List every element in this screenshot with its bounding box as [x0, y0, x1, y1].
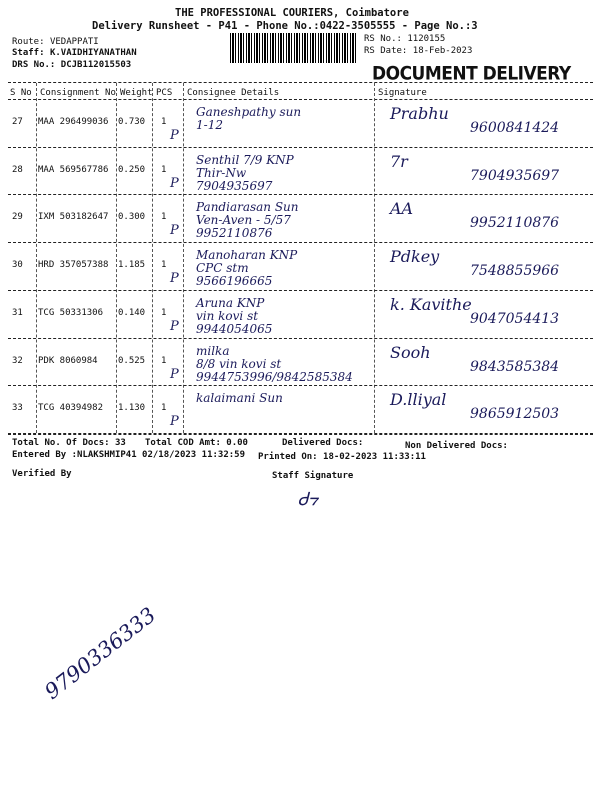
table-header-rule [8, 99, 593, 100]
route-value: VEDAPPATI [49, 37, 99, 47]
row-signature: Sooh [390, 342, 431, 362]
row-consignment: MAA 296499036 [38, 117, 109, 127]
row-sno: 29 [12, 212, 23, 223]
row-phone: 9865912503 [470, 406, 560, 423]
rs-date-value: 18-Feb-2023 [412, 46, 473, 56]
row-consignee-detail: milka [196, 343, 230, 358]
row-consignee-detail: Aruna KNP [196, 295, 265, 310]
row-pcs: 1 [161, 403, 167, 414]
company-name: THE PROFESSIONAL COURIERS, Coimbatore [175, 7, 409, 19]
row-consignee-detail: 7904935697 [196, 178, 273, 193]
row-divider [8, 242, 593, 243]
row-divider [8, 147, 593, 148]
entered-by: Entered By :NLAKSHMIP41 02/18/2023 11:32:59 [12, 450, 245, 460]
table-top-rule [8, 82, 593, 83]
row-divider [8, 194, 593, 195]
row-mark: P [170, 366, 179, 382]
row-consignee-detail: Ganeshpathy sun [196, 105, 302, 119]
row-consignee-detail: Thir-Nw [196, 165, 247, 180]
rs-date-label: RS Date: [364, 46, 408, 56]
row-consignee-detail: 1-12 [196, 118, 223, 132]
row-consignee-detail: kalaimani Sun [196, 391, 283, 406]
row-consignee-detail: 9952110876 [196, 226, 273, 241]
col-divider [116, 83, 117, 433]
row-consignment: HRD 357057388 [38, 260, 109, 271]
col-consignment: Consignment No [40, 88, 116, 98]
row-consignee-detail: Ven-Aven - 5/57 [196, 213, 291, 228]
row-mark: P [170, 271, 179, 287]
row-mark: P [170, 128, 179, 143]
runsheet-line: Delivery Runsheet - P41 - Phone No.:0422-3505555 - Page No.:3 [92, 20, 478, 32]
drs-row [12, 60, 131, 70]
row-consignee-detail: Manoharan KNP [196, 248, 298, 263]
row-weight: 0.250 [118, 164, 146, 175]
row-phone: 9952110876 [470, 215, 560, 232]
row-signature: AA [390, 199, 414, 219]
row-consignee-detail: 9566196665 [196, 274, 273, 289]
document-delivery-stamp: DOCUMENT DELIVERY [372, 63, 571, 85]
row-weight: 0.300 [118, 212, 146, 223]
drs-label: DRS No.: [12, 60, 56, 70]
non-delivered-docs: Non Delivered Docs: [405, 441, 508, 451]
row-signature: D.lliyal [390, 390, 447, 410]
row-weight: 0.730 [118, 117, 146, 127]
row-phone: 9047054413 [470, 310, 560, 327]
row-pcs: 1 [161, 117, 167, 127]
row-consignee-detail: vin kovi st [196, 308, 259, 323]
row-pcs: 1 [161, 164, 167, 175]
row-consignee-detail: 9944753996/9842585384 [196, 369, 353, 384]
row-mark: P [170, 414, 179, 430]
col-divider [152, 83, 153, 433]
row-phone: 7548855966 [470, 263, 560, 280]
row-divider [8, 290, 593, 291]
row-signature: Pdkey [390, 247, 440, 267]
row-consignment: TCG 50331306 [38, 307, 104, 318]
drs-value: DCJB112015503 [60, 60, 132, 70]
row-sno: 31 [12, 307, 23, 318]
row-phone: 9843585384 [470, 358, 560, 375]
row-sno: 32 [12, 355, 23, 366]
row-consignment: IXM 503182647 [38, 212, 109, 223]
row-consignment: PDK 8060984 [38, 355, 98, 366]
col-pcs: PCS [156, 88, 173, 98]
row-weight: 1.130 [118, 403, 146, 414]
staff-label: Staff: [12, 48, 45, 58]
staff-signature-label: Staff Signature [272, 471, 354, 481]
row-phone: 7904935697 [470, 167, 560, 184]
row-weight: 0.525 [118, 355, 146, 366]
row-sno: 28 [12, 164, 23, 175]
row-sno: 27 [12, 117, 23, 127]
row-phone: 9600841424 [470, 120, 560, 136]
verified-by-label: Verified By [12, 469, 72, 479]
row-mark: P [170, 175, 179, 191]
total-docs: Total No. Of Docs: 33 [12, 438, 126, 448]
row-consignee-detail: Pandiarasan Sun [196, 200, 299, 215]
row-consignment: TCG 40394982 [38, 403, 104, 414]
row-mark: P [170, 318, 179, 334]
row-weight: 0.140 [118, 307, 146, 318]
barcode [230, 33, 357, 63]
delivered-docs: Delivered Docs: [282, 438, 364, 448]
row-pcs: 1 [161, 355, 167, 366]
row-consignee-detail: CPC stm [196, 261, 249, 276]
staff-signature-mark: Ꮷ⁊ [298, 489, 318, 510]
row-pcs: 1 [161, 212, 167, 223]
rs-no-value: 1120155 [407, 34, 446, 44]
rs-no-label: RS No.: [364, 34, 402, 44]
route-row [12, 37, 99, 47]
route-label: Route: [12, 37, 45, 47]
row-consignee-detail: Senthil 7/9 KNP [196, 152, 294, 167]
row-mark: P [170, 223, 179, 239]
row-divider [8, 385, 593, 386]
row-pcs: 1 [161, 260, 167, 271]
col-divider [36, 83, 37, 433]
row-pcs: 1 [161, 307, 167, 318]
row-consignee-detail: 9944054065 [196, 321, 273, 336]
staff-row [12, 48, 137, 58]
printed-on: Printed On: 18-02-2023 11:33:11 [258, 452, 426, 462]
row-consignee-detail: 8/8 vin kovi st [196, 356, 282, 371]
row-sno: 33 [12, 403, 23, 414]
rs-no-row [364, 34, 445, 44]
row-signature: 7r [390, 151, 408, 171]
row-signature: Prabhu [390, 104, 449, 123]
table-bottom-rule [8, 434, 593, 435]
handwritten-phone-number: 9790336333 [40, 602, 161, 704]
row-weight: 1.185 [118, 260, 146, 271]
rs-date-row [364, 46, 472, 56]
row-signature: k. Kavithe [390, 294, 472, 314]
row-divider [8, 338, 593, 339]
col-consignee: Consignee Details [187, 88, 280, 98]
total-cod: Total COD Amt: 0.00 [145, 438, 248, 448]
staff-value: K.VAIDHIYANATHAN [49, 48, 137, 58]
col-divider [183, 83, 184, 433]
col-signature: Signature [378, 88, 427, 98]
col-sno: S No [10, 88, 32, 98]
col-weight: Weight [120, 88, 153, 98]
col-divider [374, 83, 375, 433]
row-consignment: MAA 569567786 [38, 164, 109, 175]
row-sno: 30 [12, 260, 23, 271]
